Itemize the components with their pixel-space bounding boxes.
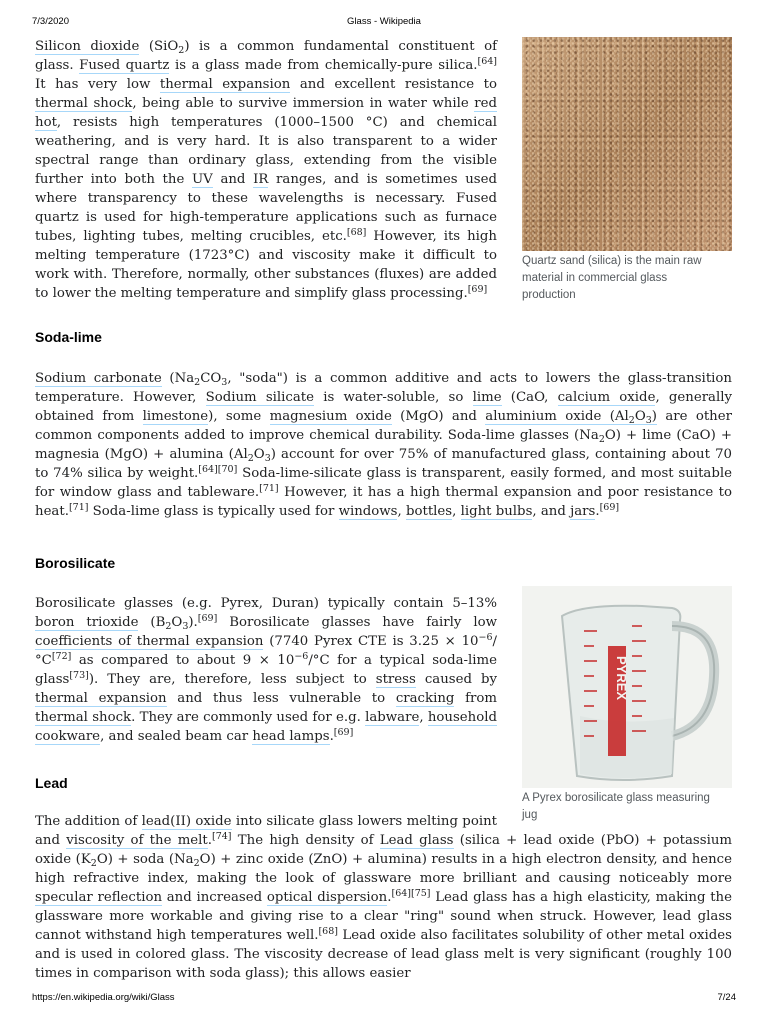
link-light-bulbs[interactable]: light bulbs xyxy=(460,504,533,519)
jug-brand-label: PYREX xyxy=(614,656,629,701)
link-thermal-expansion[interactable]: thermal expansion xyxy=(159,77,291,92)
link-labware[interactable]: labware xyxy=(365,710,420,725)
link-specular-reflection[interactable]: specular reflection xyxy=(35,890,163,905)
paragraph-silica: Silicon dioxide (SiO$_2$) is a common fundamental constituent of glass. Fused quartz is a glass made from chemically-pure silica.[64] It has very low thermal expansion and excellent resistance to thermal shock, being able to survive immersion in water while red hot, resists high temperatures (1000–1500 °C) and chemical weathering, and is very hard. It is also transparent to a wider spectral range than ordinary glass, extending from the visible further into both the UV and IR ranges, and is sometimes used where transparency to these wavelengths is necessary. Fused quartz is used for high-temperature applications such as furnace tubes, lighting tubes, melting crucibles, etc.[68] However, its high melting temperature (1723°C) and viscosity make it difficult to work with. Therefore, normally, other substances (fluxes) are added to lower the melting temperature and simplify glass processing.[69] xyxy=(35,39,498,301)
link-coefficients-of-thermal-expansion[interactable]: coefficients of thermal expansion xyxy=(35,634,264,649)
print-header xyxy=(32,16,736,27)
print-date: 7/3/2020 xyxy=(32,16,69,27)
link-uv[interactable]: UV xyxy=(191,172,213,187)
article-content xyxy=(35,37,732,983)
link-bottles[interactable]: bottles xyxy=(405,504,453,519)
paragraph-lead: The addition of lead(II) oxide into silicate glass lowers melting point and viscosity of the melt.[74] The high density of Lead glass (silica + lead oxide (PbO) + potassium oxide $(K_2O)$ + soda $(Na_2O)$ + zinc oxide (ZnO) + alumina) results in a high electron density, and hence high refractive index, making the look of glassware more brilliant and causing noticeably more specular reflection and increased optical dispersion.[64][75] Lead glass has a high elasticity, making the glassware more workable and giving rise to a clear "ring" sound when struck. However, lead glass cannot withstand high temperatures well.[68] Lead oxide also facilitates solubility of other metal oxides and is used in colored glass. The viscosity decrease of lead glass melt is very significant (roughly 100 times in comparison with soda glass); this allows easier xyxy=(35,814,733,981)
quartz-sand-image[interactable] xyxy=(522,37,732,251)
paragraph-soda-lime: Sodium carbonate ($Na_2CO_3$, "soda") is a common additive and acts to lowers the glass-transition temperature. However, Sodium silicate is water-soluble, so lime (CaO, calcium oxide, generally obtained from limestone), some magnesium oxide (MgO) and aluminium oxide $(Al_2O_3)$ are other common components added to improve chemical durability. Soda-lime glasses $(Na_2O) + \lim e$ (CaO) + magnesia (MgO) + alumina $(Al_2O_3)$ account for over 75% of manufactured glass, containing about 70 to 74% silica by weight.[64][70] Soda-lime-silicate glass is transparent, easily formed, and most suitable for window glass and tableware.[71] However, it has a high thermal expansion and poor resistance to heat.[71] Soda-lime glass is typically used for windows, bottles, light bulbs, and jars.[69] xyxy=(35,371,732,519)
link-sodium-carbonate[interactable]: Sodium carbonate xyxy=(35,371,162,386)
link-cracking[interactable]: cracking xyxy=(395,691,455,706)
heading-soda-lime: Soda-lime xyxy=(35,329,102,345)
citation[interactable]: [71] xyxy=(68,502,89,513)
pyrex-jug-image[interactable] xyxy=(522,586,732,788)
link-thermal-shock[interactable]: thermal shock xyxy=(35,96,133,111)
link-thermal-shock[interactable]: thermal shock xyxy=(35,710,132,725)
print-url[interactable]: https://en.wikipedia.org/wiki/Glass xyxy=(32,992,175,1003)
citation[interactable]: [69] xyxy=(467,284,488,295)
print-title: Glass - Wikipedia xyxy=(347,16,421,27)
heading-borosilicate: Borosilicate xyxy=(35,555,116,571)
link-magnesium-oxide[interactable]: magnesium oxide xyxy=(269,409,392,424)
citation[interactable]: [64] xyxy=(477,56,498,67)
citation[interactable]: [68] xyxy=(318,926,338,937)
link-limestone[interactable]: limestone xyxy=(142,409,209,424)
citation[interactable]: [69] xyxy=(599,502,620,513)
link-stress[interactable]: stress xyxy=(375,672,416,687)
link-optical-dispersion[interactable]: optical dispersion xyxy=(266,890,388,905)
citation[interactable]: [72] xyxy=(51,651,72,662)
link-jars[interactable]: jars xyxy=(570,504,596,519)
figure-caption: Quartz sand (silica) is the main raw material in commercial glass production xyxy=(522,255,702,301)
citation[interactable]: [74] xyxy=(212,831,232,842)
pyrex-jug-drawing xyxy=(522,586,732,788)
figure-caption: A Pyrex borosilicate glass measuring jug xyxy=(522,792,710,821)
paragraph-borosilicate: Borosilicate glasses (e.g. Pyrex, Duran) typically contain 5–13% boron trioxide $(B_2O_3).[69]$ Borosilicate glasses have fairly low coefficients of thermal expansion (7740 Pyrex CTE is $3.25 \times 10^{-6}/^\circ C[72]$ as compared to about $9 \times 10^{-6}/^\circ C$ for a typical soda-lime glass[73]). They are, therefore, less subject to stress caused by thermal expansion and thus less vulnerable to cracking from thermal shock. They are commonly used for e.g. labware, household cookware, and sealed beam car head lamps.[69] xyxy=(35,596,498,744)
print-page-number: 7/24 xyxy=(717,992,736,1003)
citation[interactable]: [68] xyxy=(346,227,367,238)
link-lime[interactable]: lime xyxy=(472,390,502,405)
link-silicon-dioxide[interactable]: Silicon dioxide xyxy=(35,39,140,54)
link-windows[interactable]: windows xyxy=(338,504,398,519)
link-calcium-oxide[interactable]: calcium oxide xyxy=(557,390,656,405)
citation[interactable]: [64][75] xyxy=(391,888,431,899)
link-ir[interactable]: IR xyxy=(253,172,269,187)
link-fused-quartz[interactable]: Fused quartz xyxy=(79,58,170,73)
citation[interactable]: [64][70] xyxy=(198,464,238,475)
link-red-hot[interactable]: red hot xyxy=(35,96,497,130)
figure-pyrex-jug xyxy=(522,586,732,824)
link-household-cookware[interactable]: household cookware xyxy=(35,710,497,744)
link-boron-trioxide[interactable]: boron trioxide xyxy=(35,615,139,630)
print-footer xyxy=(32,992,736,1003)
link-aluminium-oxide[interactable]: aluminium oxide $(Al_2O_3)$ xyxy=(485,409,657,426)
link-head-lamps[interactable]: head lamps xyxy=(252,729,330,744)
heading-lead: Lead xyxy=(35,775,68,791)
link-sodium-silicate[interactable]: Sodium silicate xyxy=(205,390,315,405)
citation[interactable]: [71] xyxy=(259,483,279,494)
citation[interactable]: [69] xyxy=(197,613,218,624)
citation[interactable]: [69] xyxy=(333,727,354,738)
figure-quartz-sand xyxy=(522,37,732,304)
link-thermal-expansion[interactable]: thermal expansion xyxy=(35,691,167,706)
citation[interactable]: [73] xyxy=(69,670,89,681)
link-lead-ii-oxide[interactable]: lead(II) oxide xyxy=(141,814,232,829)
link-lead-glass[interactable]: Lead glass xyxy=(379,833,454,848)
link-viscosity-of-the-melt[interactable]: viscosity of the melt xyxy=(66,833,208,848)
